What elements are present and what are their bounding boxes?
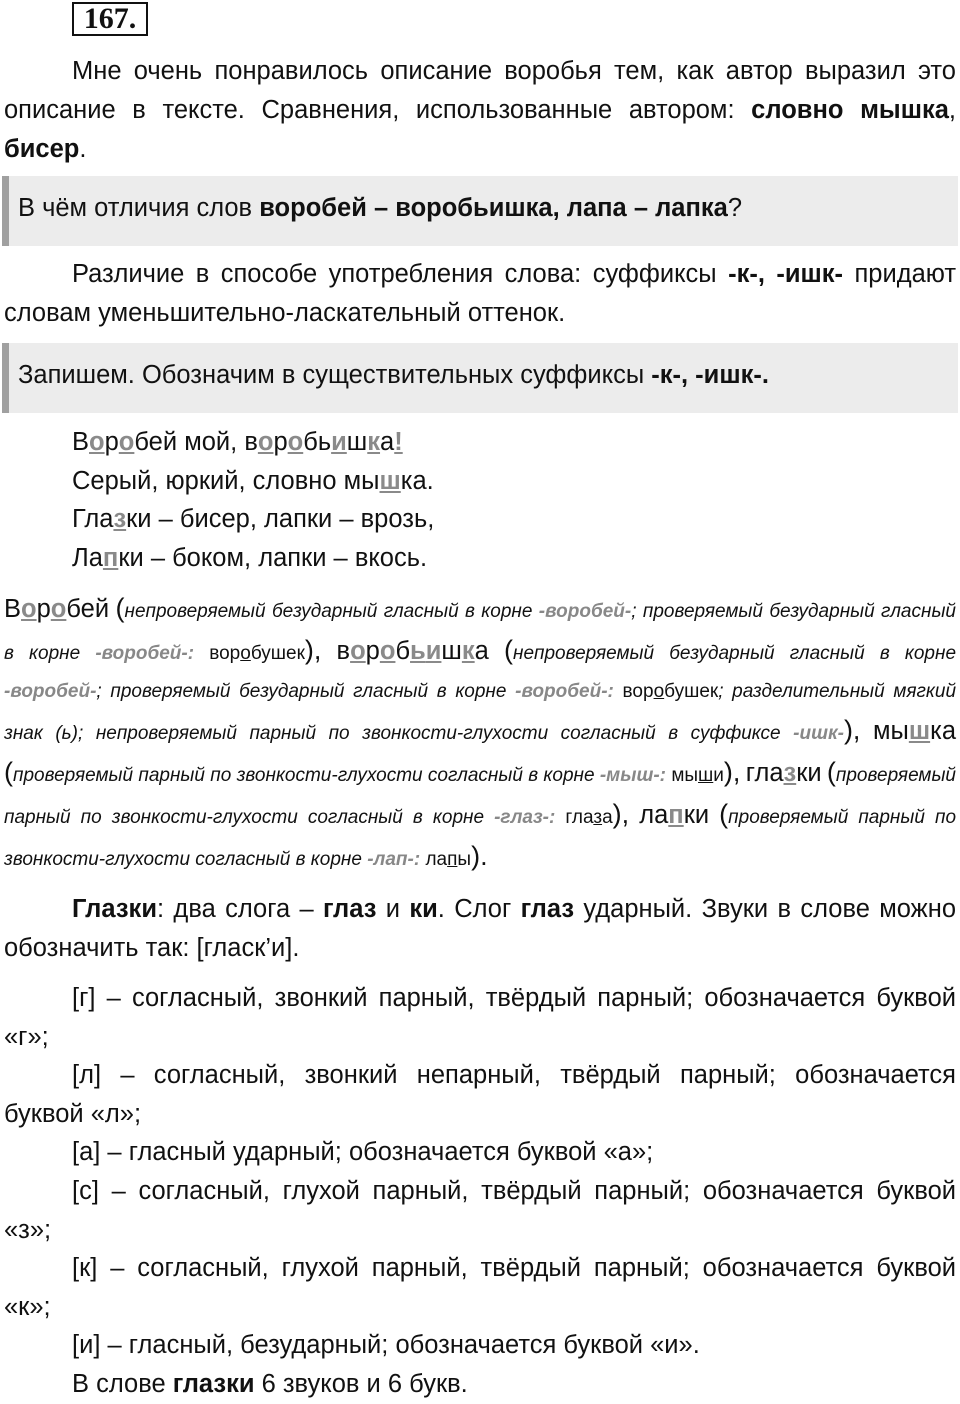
poem-line-1: Воробей мой, воробьишка! [72,428,403,456]
question-2 [2,343,958,413]
analysis-word-4: глазки [745,759,822,787]
analysis-w5-note: проверяемый парный по звонкости-глухости согласный в корне [4,807,957,870]
analysis-w2-note3: ; разделительный мягкий знак (ь); непроверяемый парный по звонкости-глухости согласный в суффиксе [4,681,957,744]
analysis-w3-check: мыши [671,765,724,786]
stressed-syllable: глаз [520,895,574,923]
analysis-w1-note2: ; проверяемый безударный гласный в корне [4,601,957,664]
syllables-t1: : два слога – [157,895,324,923]
answer-1-suffixes: -к-, -ишк- [728,260,844,288]
question-2-suffixes: -к-, -ишк-. [651,361,769,389]
analysis-word-5: лапки [639,801,710,829]
analysis-w2-check: воробушек [622,681,719,702]
syllables-t3: . Слог [437,895,521,923]
syllables-t2: и [376,895,410,923]
syllables-word: Глазки [72,895,157,923]
sounds-list [4,979,956,1404]
question-1 [2,176,958,246]
conclusion-t1: В слове [72,1369,173,1398]
syllable-1: глаз [323,895,377,923]
sound-item: [с] – согласный, глухой парный, твёрдый парный; обозначается буквой «з»; [4,1176,956,1244]
analysis-w4-check: глаза [565,807,613,828]
analysis-w1-root2: -воробей-: [95,643,195,664]
conclusion-word: глазки [172,1369,255,1398]
intro-end: . [79,135,87,163]
analysis-word-3: мышка [872,717,957,745]
analysis-word-2: воробьишка [336,637,489,665]
question-1-words: воробей – воробьишка, лапа – лапка [259,194,728,222]
spelling-analysis: Воробей (непроверяемый безударный гласный в корне -воробей-; проверяемый безударный гласный в корне -воробей-: воробушек), воробьишка (непроверяемый безударный гласный в корне -воробей-; проверяемый безударный гласный в корне -воробей-: воробушек; разделительный мягкий знак (ь); непроверяемый парный по звонкости-глухости согласный в суффиксе -ишк-), мышка (проверяемый парный по звонкости-глухости согласный в корне -мыш-: мыши), глазки (проверяемый парный по звонкости-глухости согласный в корне -глаз-: глаза), лапки (проверяемый парный по звонкости-глухости согласный в корне -лап-: лапы). [4,593,957,871]
comparison-2: бисер [4,135,80,163]
analysis-word-1: Воробей [4,595,110,623]
syllables-paragraph [4,890,956,968]
analysis-w1-check: воробушек [209,643,305,664]
poem-line-3: Глазки – бисер, лапки – врозь, [72,505,435,533]
analysis-w2-suffix: -ишк- [793,723,844,744]
analysis-w2-root2: -воробей-: [515,681,614,702]
analysis-w3-root: -мыш-: [599,765,667,786]
answer-1-text: Различие в способе употребления слова: суффиксы [72,260,729,288]
sound-item: [г] – согласный, звонкий парный, твёрдый парный; обозначается буквой «г»; [4,984,956,1051]
analysis-w1-note1: непроверяемый безударный гласный в корне [124,601,539,622]
poem-line-2: Серый, юркий, словно мышка. [72,466,434,495]
question-2-text: Запишем. Обозначим в существительных суффиксы [18,361,652,389]
analysis-w2-note1: непроверяемый безударный гласный в корне [512,643,957,664]
analysis-w3-note: проверяемый парный по звонкости-глухости согласный в корне [13,765,600,786]
comparison-1: словно мышка [751,96,949,124]
answer-1-rest: придают словам уменьшительно-ласкательный оттенок. [4,260,957,327]
analysis-w2-note2: ; проверяемый безударный гласный в корне [96,681,516,702]
syllables-t4: ударный. Звуки в слове можно обозначить так: [гласк’и]. [4,895,957,962]
sound-item: [к] – согласный, глухой парный, твёрдый парный; обозначается буквой «к»; [4,1254,956,1321]
conclusion [4,1365,956,1404]
exercise-number: 167. [72,2,148,36]
analysis-w1-root1: -воробей- [538,601,632,622]
analysis-w5-check: лапы [425,849,472,870]
analysis-w4-root: -глаз-: [494,807,556,828]
sound-item: [и] – гласный, безударный; обозначается буквой «и». [72,1331,700,1360]
sound-item: [а] – гласный ударный; обозначается буквой «а»; [72,1138,654,1167]
question-1-suffix: ? [727,194,743,222]
intro-paragraph [4,52,956,169]
intro-text: Мне очень понравилось описание воробья тем, как автор выразил это описание в тексте. Сравнения, использованные автором: [4,57,956,124]
poem [72,423,434,577]
analysis-w2-root1: -воробей- [4,681,97,702]
analysis-w4-note: проверяемый парный по звонкости-глухости согласный в корне [4,765,956,828]
question-1-prefix: В чём отличия слов [18,194,260,222]
conclusion-t2: 6 звуков и 6 букв. [254,1369,468,1398]
intro-sep: , [948,96,956,124]
sound-item: [л] – согласный, звонкий непарный, твёрдый парный; обозначается буквой «л»; [4,1061,956,1128]
answer-1 [4,255,956,333]
poem-line-4: Лапки – боком, лапки – вкось. [72,543,428,572]
syllable-2: ки [409,895,438,923]
analysis-w5-root: -лап-: [367,849,421,870]
